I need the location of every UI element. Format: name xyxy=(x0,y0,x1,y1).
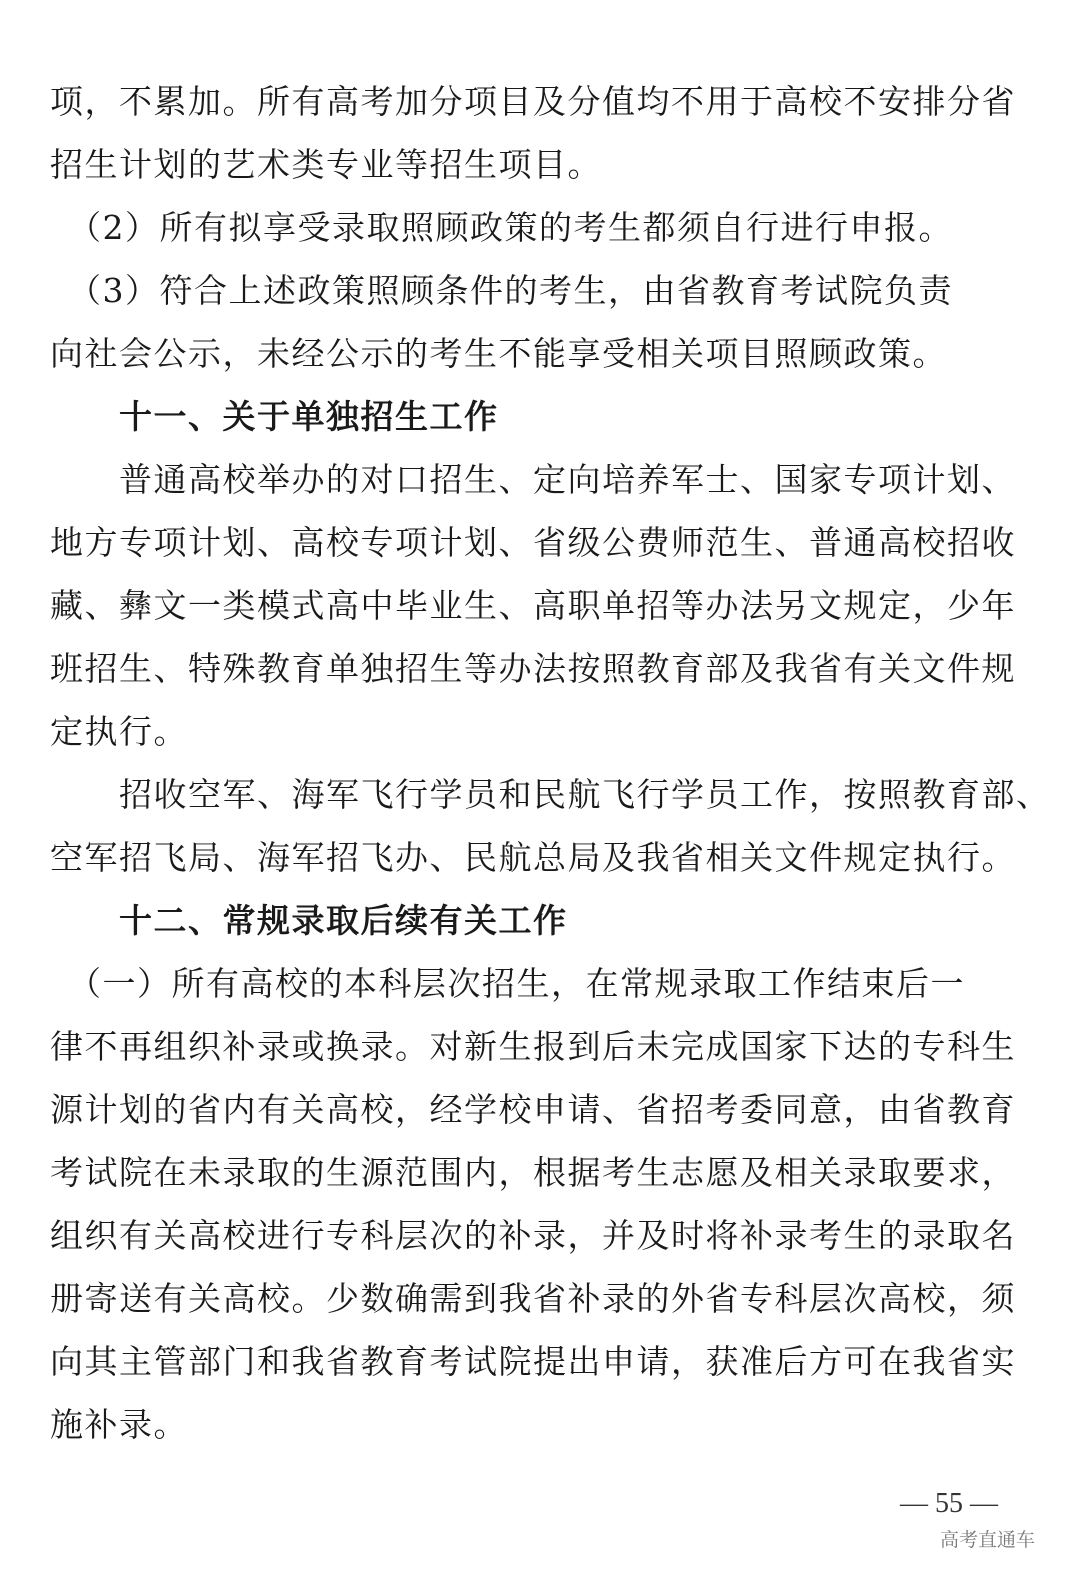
text-line: （3）符合上述政策照顾条件的考生，由省教育考试院负责 xyxy=(50,271,953,310)
text-line: 普通高校举办的对口招生、定向培养军士、国家专项计划、 xyxy=(50,460,1016,499)
page-number: — 55 — xyxy=(900,1488,998,1519)
watermark: 高考直通车 xyxy=(940,1529,1036,1551)
text-line: 施补录。 xyxy=(50,1405,188,1444)
text-line: 向其主管部门和我省教育考试院提出申请，获准后方可在我省实 xyxy=(50,1342,1016,1381)
text-line: （一）所有高校的本科层次招生，在常规录取工作结束后一 xyxy=(50,964,965,1003)
text-line: 向社会公示，未经公示的考生不能享受相关项目照顾政策。 xyxy=(50,334,947,373)
text-line: 定执行。 xyxy=(50,712,188,751)
text-line: 组织有关高校进行专科层次的补录，并及时将补录考生的录取名 xyxy=(50,1216,1016,1255)
text-line: 律不再组织补录或换录。对新生报到后未完成国家下达的专科生 xyxy=(50,1027,1016,1066)
text-line: 考试院在未录取的生源范围内，根据考生志愿及相关录取要求， xyxy=(50,1153,1016,1192)
section-heading: 十一、关于单独招生工作 xyxy=(50,397,499,436)
text-line: 源计划的省内有关高校，经学校申请、省招考委同意，由省教育 xyxy=(50,1090,1016,1129)
section-heading: 十二、常规录取后续有关工作 xyxy=(50,901,568,940)
text-line: 地方专项计划、高校专项计划、省级公费师范生、普通高校招收 xyxy=(50,523,1016,562)
text-line: 项，不累加。所有高考加分项目及分值均不用于高校不安排分省 xyxy=(50,82,1016,121)
text-line: 藏、彝文一类模式高中毕业生、高职单招等办法另文规定，少年 xyxy=(50,586,1016,625)
text-line: 空军招飞局、海军招飞办、民航总局及我省相关文件规定执行。 xyxy=(50,838,1016,877)
text-line: 招生计划的艺术类专业等招生项目。 xyxy=(50,145,602,184)
text-line: 班招生、特殊教育单独招生等办法按照教育部及我省有关文件规 xyxy=(50,649,1016,688)
text-line: （2）所有拟享受录取照顾政策的考生都须自行进行申报。 xyxy=(50,208,953,247)
text-line: 册寄送有关高校。少数确需到我省补录的外省专科层次高校，须 xyxy=(50,1279,1016,1318)
text-line: 招收空军、海军飞行学员和民航飞行学员工作，按照教育部、 xyxy=(50,775,1051,814)
document-body xyxy=(50,70,1051,1456)
